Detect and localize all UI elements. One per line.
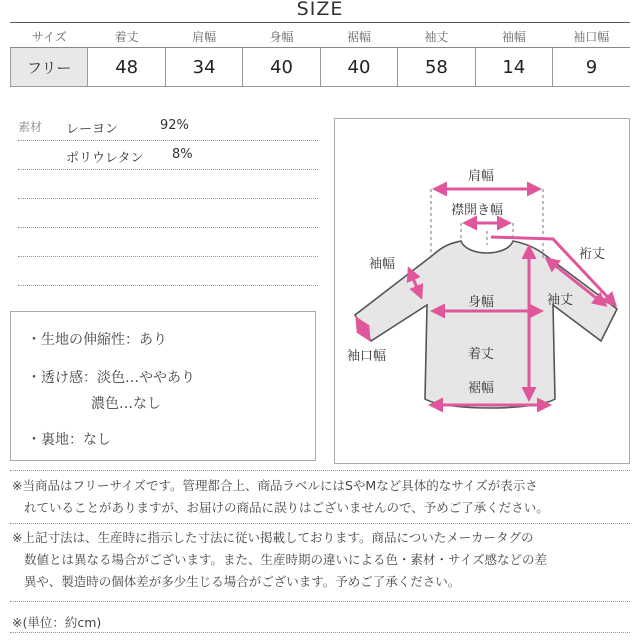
measurement-cell: 40 bbox=[320, 48, 397, 87]
label-body-width: 身幅 bbox=[468, 295, 495, 310]
note-line: 数値とは異なる場合がございます。また、生産時期の違いによる色・素材・サイズ感などの差 bbox=[24, 552, 548, 567]
label-sleeve-width: 袖幅 bbox=[369, 257, 396, 272]
notes-divider bbox=[10, 470, 630, 471]
size-title: SIZE bbox=[296, 0, 344, 20]
label-neck-width: 襟開き幅 bbox=[451, 203, 504, 218]
material-row-empty bbox=[18, 227, 318, 257]
note-line: ※当商品はフリーサイズです。管理都合上、商品ラベルにはSやMなど具体的なサイズが表示さ bbox=[12, 478, 538, 493]
material-name: ポリウレタン bbox=[66, 151, 144, 166]
col-header: 着丈 bbox=[88, 26, 165, 48]
unit-note: ※(単位：約cm) bbox=[12, 615, 102, 630]
note-line: ※上記寸法は、生産時に指示した寸法に従い掲載しております。商品についたメーカータグの bbox=[12, 530, 534, 545]
label-raglan: 裄丈 bbox=[579, 247, 606, 262]
size-table bbox=[10, 26, 630, 87]
material-percent: 8% bbox=[172, 147, 193, 162]
sheer-text: ・透け感：淡色…ややあり bbox=[27, 370, 195, 386]
sheer-text-dark: 濃色…なし bbox=[91, 396, 161, 412]
notes-divider bbox=[10, 601, 630, 602]
measurement-cell: 14 bbox=[475, 48, 552, 87]
label-cuff-width: 袖口幅 bbox=[347, 349, 387, 364]
measurement-cell: 9 bbox=[553, 48, 630, 87]
material-row bbox=[18, 140, 318, 170]
label-hem-width: 裾幅 bbox=[468, 381, 495, 396]
col-header: 袖幅 bbox=[475, 26, 552, 48]
note-line: れていることがありますが、お届けの商品に誤りはございませんので、予めご了承ください。 bbox=[24, 500, 549, 515]
size-cell: フリー bbox=[11, 48, 88, 87]
measurement-cell: 34 bbox=[165, 48, 242, 87]
label-shoulder: 肩幅 bbox=[468, 169, 495, 184]
note-line: 異や、製造時の個体差が多少生じる場合がございます。予めご了承ください。 bbox=[24, 574, 461, 589]
material-percent: 92% bbox=[160, 118, 189, 133]
notes-divider bbox=[10, 523, 630, 524]
measurement-cell: 48 bbox=[88, 48, 165, 87]
table-row bbox=[11, 48, 631, 87]
material-row-empty bbox=[18, 256, 318, 286]
stretch-text: ・生地の伸縮性：あり bbox=[27, 332, 167, 348]
free-size-note bbox=[12, 475, 632, 519]
title-divider bbox=[10, 22, 630, 23]
material-name: レーヨン bbox=[66, 122, 119, 137]
measurement-cell: 58 bbox=[398, 48, 475, 87]
material-row-empty bbox=[18, 198, 318, 228]
size-table-header bbox=[11, 26, 631, 48]
measurement-cell: 40 bbox=[243, 48, 320, 87]
label-sleeve-length: 袖丈 bbox=[547, 293, 574, 308]
material-label: 素材 bbox=[18, 120, 43, 134]
col-header: 裾幅 bbox=[320, 26, 397, 48]
col-header: 肩幅 bbox=[165, 26, 242, 48]
fabric-features-box bbox=[10, 311, 316, 461]
label-length: 着丈 bbox=[468, 347, 495, 362]
lining-text: ・裏地：なし bbox=[27, 432, 111, 448]
garment-diagram-box bbox=[334, 118, 630, 464]
col-header: 袖口幅 bbox=[553, 26, 630, 48]
col-header: 身幅 bbox=[243, 26, 320, 48]
notes-divider bbox=[10, 632, 630, 633]
material-row bbox=[18, 111, 318, 141]
col-header: サイズ bbox=[11, 26, 88, 48]
measurement-note bbox=[12, 527, 632, 593]
col-header: 袖丈 bbox=[398, 26, 475, 48]
material-row-empty bbox=[18, 169, 318, 199]
